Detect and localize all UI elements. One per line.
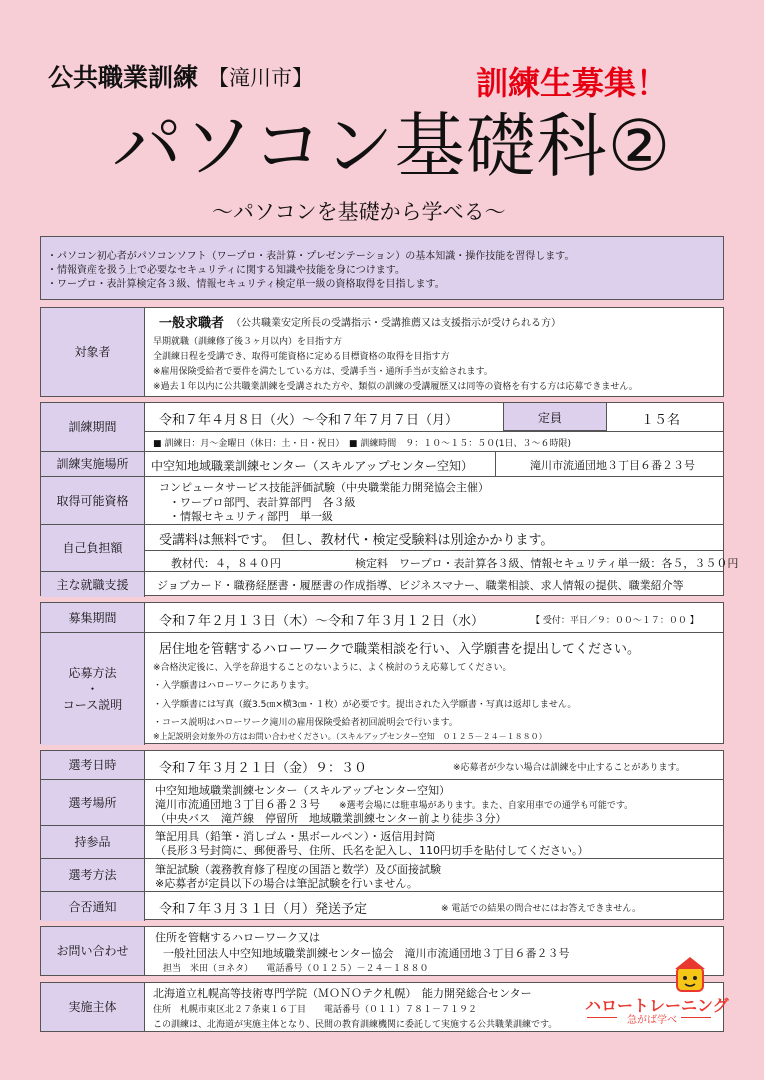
support-text: ジョブカード・職務経歴書・履歴書の作成指導、ビジネスマナー、職業相談、求人情報の提供、職業紹介等 [157, 579, 684, 592]
selection-date: 令和７年３月２１日（金）９：３０ [159, 761, 368, 776]
apply-method-main: 居住地を管轄するハローワークで職業相談を行い、入学願書を提出してください。 [159, 642, 641, 657]
training-period: 令和７年４月８日（火）～令和７年７月７日（月） [159, 413, 459, 428]
intro-line: ・ワープロ・表計算検定各３級、情報セキュリティ検定単一級の資格取得を目指します。 [47, 279, 445, 290]
selection-date-row [41, 751, 723, 780]
selection-method-label: 選考方法 [41, 859, 145, 891]
support-row [41, 572, 723, 597]
apply-method-label [41, 633, 145, 745]
selection-result-row [41, 892, 723, 921]
training-place-label: 訓練実施場所 [41, 452, 145, 476]
qualification-line: コンピュータサービス技能評価試験（中央職業能力開発協会主催） [159, 481, 489, 494]
target-box [40, 307, 724, 397]
apply-method-line: ・入学願書はハローワークにあります。 [153, 681, 315, 691]
selection-place-line: 滝川市流通団地３丁目６番２３号 [155, 798, 331, 811]
hello-training-logo [581, 955, 729, 1031]
selection-place-line: （中央バス 滝芦線 停留所 地域職業訓練センター前より徒歩３分） [155, 812, 507, 825]
capacity-value: １５名 [641, 413, 681, 428]
target-line: 全訓練日程を受講でき、取得可能資格に定める目標資格の取得を目指す方 [153, 352, 450, 362]
apply-method-row [41, 633, 723, 745]
city-tag: 【滝川市】 [208, 66, 313, 90]
apply-method-line: ・入学願書には写真（縦3.5㎝×横3㎝・１枚）が必要です。提出された入学願書・写真は返却しません。 [153, 700, 577, 710]
program-title: 公共職業訓練 [48, 63, 199, 92]
cost-exam: 検定料 ワープロ・表計算各３級、情報セキュリティ単一級：各５，３５０円 [355, 557, 739, 570]
apply-method-label-2: ・ [86, 682, 99, 696]
course-subtitle: ～パソコンを基礎から学べる～ [212, 200, 506, 224]
logo-tagline: 急がば学べ [627, 1015, 677, 1026]
logo-name: ハロートレーニング [585, 996, 729, 1015]
selection-box [40, 750, 724, 920]
apply-period-row [41, 603, 723, 633]
target-main-note: （公共職業安定所長の受講指示・受講推薦又は支援指示が受けられる方） [231, 318, 561, 329]
training-place-row [41, 452, 723, 477]
capacity-label-cell [503, 403, 607, 431]
contact-label: お問い合わせ [41, 927, 145, 975]
organizer-line: この訓練は、北海道が実施主体となり、民間の教育訓練機関に委託して実施する公共職業訓練です。 [153, 1020, 558, 1030]
selection-items-line: （長形３号封筒に、郵便番号、住所、氏名を記入し、110円切手を貼付してください。） [155, 844, 589, 857]
course-title: パソコン基礎科② [112, 105, 672, 187]
selection-result-note: ※ 電話での結果の問合せにはお答えできません。 [441, 904, 641, 914]
cost-label: 自己負担額 [41, 525, 145, 571]
selection-method-line: 筆記試験（義務教育修了程度の国語と数学）及び面接試験 [155, 863, 441, 876]
selection-place-row [41, 780, 723, 826]
capacity-label: 定員 [538, 411, 563, 425]
training-address-cell [495, 452, 725, 476]
organizer-label: 実施主体 [41, 983, 145, 1031]
organizer-box [40, 982, 729, 1032]
apply-method-line: ・コース説明はハローワーク滝川の雇用保険受給者初回説明会で行います。 [153, 718, 458, 728]
training-days-line [145, 431, 723, 451]
target-main: 一般求職者 [159, 316, 225, 331]
training-place: 中空知地域職業訓練センター（スキルアップセンター空知） [151, 459, 473, 473]
selection-items-row [41, 826, 723, 859]
qualification-line: ・情報セキュリティ部門 単一級 [169, 510, 333, 523]
apply-method-label-3: コース説明 [62, 698, 123, 712]
recruit-banner: 訓練生募集！ [476, 64, 669, 102]
selection-place-label: 選考場所 [41, 780, 145, 825]
selection-items-line: 筆記用具（鉛筆・消しゴム・黒ボールペン）・返信用封筒 [155, 830, 436, 843]
apply-method-line: ※上記説明会対象外の方はお問い合わせください。（スキルアップセンター空知 ０１２５－２４－１８８０） [153, 732, 547, 741]
intro-line: ・情報資産を扱う上で必要なセキュリティに関する知識や技能を身につけます。 [47, 265, 405, 276]
mascot-icon [667, 955, 711, 995]
cost-main: 受講料は無料です。 但し、教材代・検定受験料は別途かかります。 [159, 533, 554, 548]
intro-box [40, 236, 724, 300]
apply-box [40, 602, 724, 744]
training-address: 滝川市流通団地３丁目６番２３号 [530, 459, 695, 472]
apply-method-line: ※合格決定後に、入学を辞退することのないように、よく検討のうえ応募してください。 [153, 663, 512, 673]
intro-line: ・パソコン初心者がパソコンソフト（ワープロ・表計算・プレゼンテーション）の基本知識・操作技能を習得します。 [47, 251, 575, 262]
apply-reception: 【 受付：平日／９：００～１７：００ 】 [531, 616, 699, 626]
selection-date-label: 選考日時 [41, 751, 145, 779]
selection-method-line: ※応募者が定員以下の場合は筆記試験を行いません。 [155, 877, 418, 890]
target-line: 早期就職（訓練修了後３ヶ月以内）を目指す方 [153, 337, 343, 347]
selection-date-note: ※応募者が少ない場合は訓練を中止することがあります。 [453, 763, 685, 773]
organizer-line: 住所 札幌市東区北２７条東１６丁目 電話番号（０１１）７８１－７１９２ [153, 1005, 478, 1015]
cost-detail-line [145, 550, 739, 571]
logo-divider [681, 1017, 711, 1018]
support-label: 主な就職支援 [41, 572, 145, 597]
contact-line: 担当 米田（ヨネタ） 電話番号（０１２５）－２４－１８８０ [163, 964, 429, 974]
training-period-row [41, 403, 723, 452]
qualification-label: 取得可能資格 [41, 477, 145, 524]
training-box [40, 402, 739, 596]
target-label: 対象者 [41, 308, 145, 396]
training-period-label: 訓練期間 [41, 403, 145, 451]
selection-place-line: 中空知地域職業訓練センター（スキルアップセンター空知） [155, 784, 451, 797]
contact-line: 住所を管轄するハローワーク又は [155, 931, 320, 944]
target-line: ※過去１年以内に公共職業訓練を受講された方や、類似の訓練の受講履歴又は同等の資格を有する方は応募できません。 [153, 382, 638, 392]
organizer-line: 北海道立札幌高等技術専門学院（ＭＯＮＯテク札幌） 能力開発総合センター [153, 987, 532, 1000]
apply-period: 令和７年２月１３日（木）～令和７年３月１２日（水） [159, 614, 485, 629]
target-line: ※雇用保険受給者で要件を満たしている方は、受講手当・通所手当が支給されます。 [153, 367, 493, 377]
training-days: ■ 訓練日：月～金曜日（休日：土・日・祝日） ■ 訓練時間 ９：１０～１５：５０(1日、３～６時限) [153, 439, 571, 449]
selection-items-label: 持参品 [41, 826, 145, 858]
apply-method-label-1: 応募方法 [68, 666, 117, 680]
contact-line: 一般社団法人中空知地域職業訓練センター協会 滝川市流通団地３丁目６番２３号 [163, 947, 570, 960]
cost-row [41, 525, 739, 572]
apply-period-label: 募集期間 [41, 603, 145, 632]
qualification-row [41, 477, 723, 525]
logo-divider [587, 1017, 617, 1018]
cost-materials: 教材代：４，８４０円 [171, 557, 281, 570]
selection-result: 令和７年３月３１日（月）発送予定 [159, 902, 368, 917]
selection-method-row [41, 859, 723, 892]
qualification-line: ・ワープロ部門、表計算部門 各３級 [169, 496, 356, 509]
selection-result-label: 合否通知 [41, 892, 145, 921]
selection-place-note: ※選考会場には駐車場があります。また、自家用車での通学も可能です。 [339, 801, 634, 811]
